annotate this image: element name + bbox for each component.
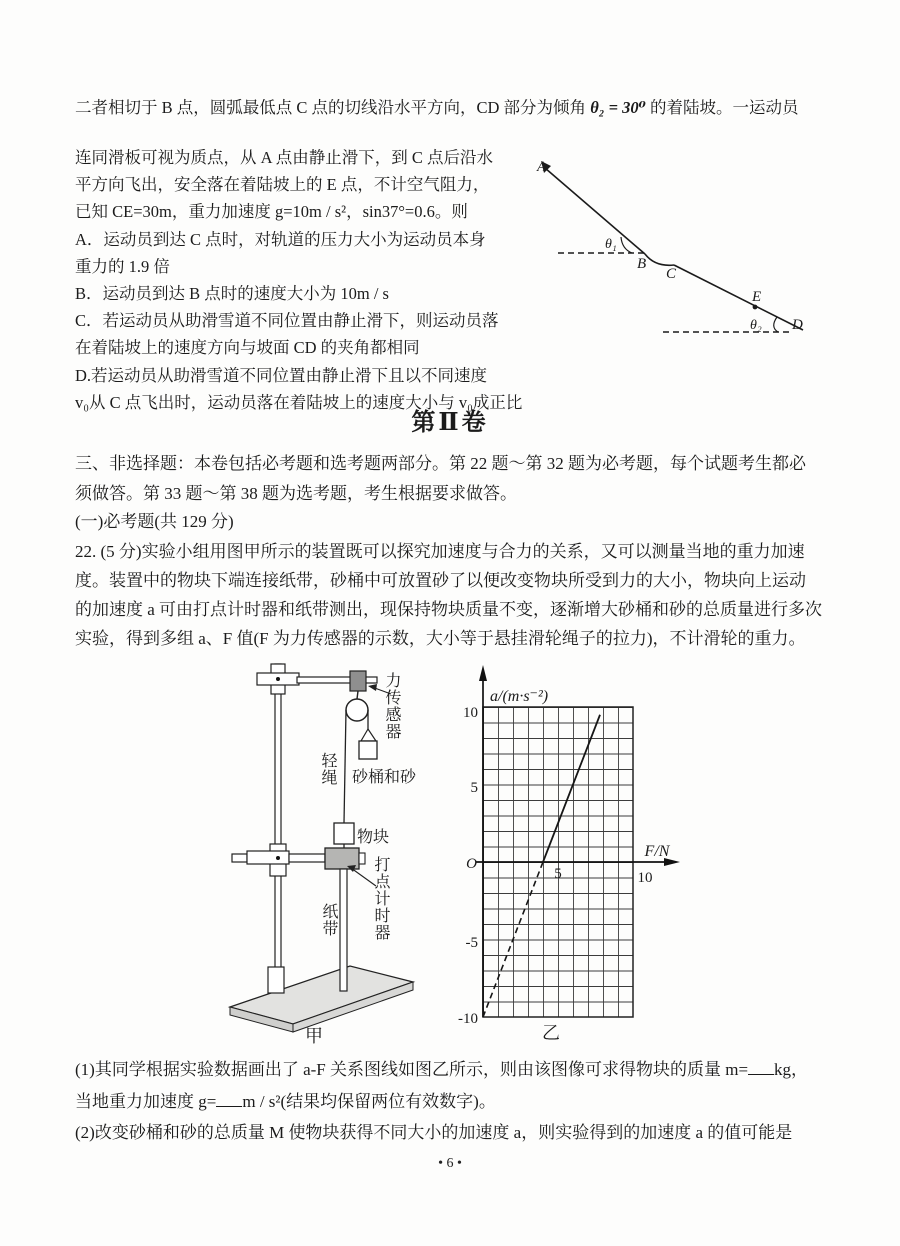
figure-yi-caption: 乙 (542, 1023, 560, 1043)
q21-option-a-cont: 重力的 1.9 倍 (75, 257, 170, 276)
slope-ab-line (545, 168, 645, 254)
section-intro-line: 三、非选择题：本卷包括必考题和选考题两部分。第 22 题～第 32 题为必考题，每个试题考生都必 (75, 454, 806, 473)
paper-tape (340, 869, 347, 991)
mid-clamp-horizontal (247, 851, 289, 864)
y-tick-neg5: -5 (465, 935, 478, 951)
curve-bc (645, 254, 674, 265)
q22-sub1-line1-post: kg， (774, 1060, 809, 1079)
y-tick-5: 5 (470, 780, 478, 796)
sand-bucket-label: 砂桶和砂 (352, 769, 417, 786)
x-tick-10: 10 (637, 870, 653, 886)
ski-slope-figure (528, 145, 900, 345)
q22-sub1-line1 (75, 1058, 808, 1081)
q21-line-1-post: 的着陆坡。一运动员 (645, 98, 799, 117)
point-d-label: D (792, 317, 803, 333)
block-label: 物块 (357, 829, 390, 846)
q21-option-c: C．若运动员从助滑雪道不同位置由静止滑下，则运动员落 (75, 311, 499, 330)
point-a-label: A (537, 159, 547, 175)
point-b-label: B (637, 256, 647, 272)
figure-jia-caption: 甲 (305, 1026, 323, 1046)
force-sensor-arrowhead (368, 684, 377, 691)
q22-sub1-line1-pre: (1)其同学根据实验数据画出了 a-F 关系图线如图乙所示，则由该图像可求得物块的质量 m= (75, 1060, 749, 1079)
light-string-label: 轻绳 (319, 752, 336, 786)
point-e-label: E (752, 289, 762, 305)
slope-cd-line (674, 265, 803, 330)
timer-tab (359, 853, 365, 864)
block (334, 823, 354, 844)
point-c-label: C (666, 266, 677, 282)
volume-title: 第Ⅱ卷 (411, 410, 489, 436)
angle-theta2-label: θ₂ (750, 318, 762, 333)
pulley (346, 699, 368, 721)
af-graph-figure (440, 655, 695, 1055)
mid-clamp-stub (232, 854, 247, 862)
bucket-hook (361, 729, 376, 741)
answer-blank-mass (748, 1059, 774, 1075)
answer-blank-g (216, 1091, 242, 1107)
timer-label: 打点计时器 (372, 856, 389, 941)
y-tick-neg10: -10 (458, 1011, 478, 1027)
paper-tape-label: 纸带 (320, 903, 337, 937)
y-axis-label: a/(m·s⁻²) (490, 688, 549, 705)
top-clamp-screw (276, 677, 280, 681)
apparatus-drawing (195, 660, 445, 1055)
stand-pole-foot (268, 967, 284, 993)
string-left (344, 710, 346, 823)
q22-sub1-line2 (75, 1090, 496, 1113)
q22-stem-line: 实验，得到多组 a、F 值(F 为力传感器的示数，大小等于悬挂滑轮绳子的拉力)，不计滑轮的重力。 (75, 629, 806, 648)
y-axis-arrowhead (479, 665, 487, 681)
q21-option-d: D.若运动员从助滑雪道不同位置由静止滑下且以不同速度 (75, 366, 488, 385)
y-tick-10: 10 (463, 705, 478, 721)
point-e-dot (753, 305, 758, 310)
mid-clamp-screw (276, 856, 280, 860)
origin-label: O (466, 856, 477, 872)
x-axis-label: F/N (644, 843, 670, 860)
page-number: • 6 • (438, 1156, 462, 1171)
q21-option-d-cont: v₀从 C 点飞出时，运动员落在着陆坡上的速度大小与 v₀成正比 (75, 393, 523, 412)
force-sensor-box (350, 671, 366, 691)
pulley-mount (357, 691, 358, 699)
q22-sub1-line2-post: m / s²(结果均保留两位有效数字)。 (242, 1092, 496, 1111)
force-sensor-label: 力传感器 (383, 672, 400, 740)
q21-text-line: 平方向飞出，安全落在着陆坡上的 E 点，不计空气阻力， (75, 175, 490, 194)
angle-theta1-arc (621, 237, 632, 253)
q21-option-c-cont: 在着陆坡上的速度方向与坡面 CD 的夹角都相同 (75, 338, 420, 357)
q22-stem-line: 度。装置中的物块下端连接纸带，砂桶中可放置砂了以便改变物块所受到力的大小，物块向上运动 (75, 571, 806, 590)
mid-rod (289, 854, 325, 862)
section-intro-line: 须做答。第 33 题～第 38 题为选考题，考生根据要求做答。 (75, 484, 517, 503)
q22-stem-line: 的加速度 a 可由打点计时器和纸带测出，现保持物块质量不变，逐渐增大砂桶和砂的总质量进行多次 (75, 600, 823, 619)
stand-pole (275, 664, 281, 970)
q21-line-1-math: θ₂ = 30⁰ (590, 98, 646, 117)
q21-text-line: 已知 CE=30m，重力加速度 g=10m / s²，sin37°=0.6。则 (75, 202, 468, 221)
apparatus-figure (195, 660, 445, 1055)
q22-sub2-line: (2)改变砂桶和砂的总质量 M 使物块获得不同大小的加速度 a，则实验得到的加速度 a 的值可能是 (75, 1123, 793, 1142)
q21-option-a: A．运动员到达 C 点时，对轨道的压力大小为运动员本身 (75, 230, 486, 249)
angle-theta2-arc (774, 317, 778, 332)
q21-line-1-pre: 二者相切于 B 点，圆弧最低点 C 点的切线沿水平方向，CD 部分为倾角 (75, 98, 591, 117)
q21-line-1 (75, 96, 799, 119)
q21-text-line: 连同滑板可视为质点，从 A 点由静止滑下，到 C 点后沿水 (75, 148, 494, 167)
angle-theta1-label: θ₁ (605, 237, 617, 252)
sand-bucket (359, 741, 377, 759)
x-tick-5: 5 (554, 866, 562, 882)
q21-option-b: B．运动员到达 B 点时的速度大小为 10m / s (75, 284, 389, 303)
q22-sub1-line2-pre: 当地重力加速度 g= (75, 1092, 217, 1111)
section-part-title: (一)必考题(共 129 分) (75, 512, 234, 531)
q22-stem-line: 22. (5 分)实验小组用图甲所示的装置既可以探究加速度与合力的关系，又可以测量当地的重力加速 (75, 542, 805, 561)
